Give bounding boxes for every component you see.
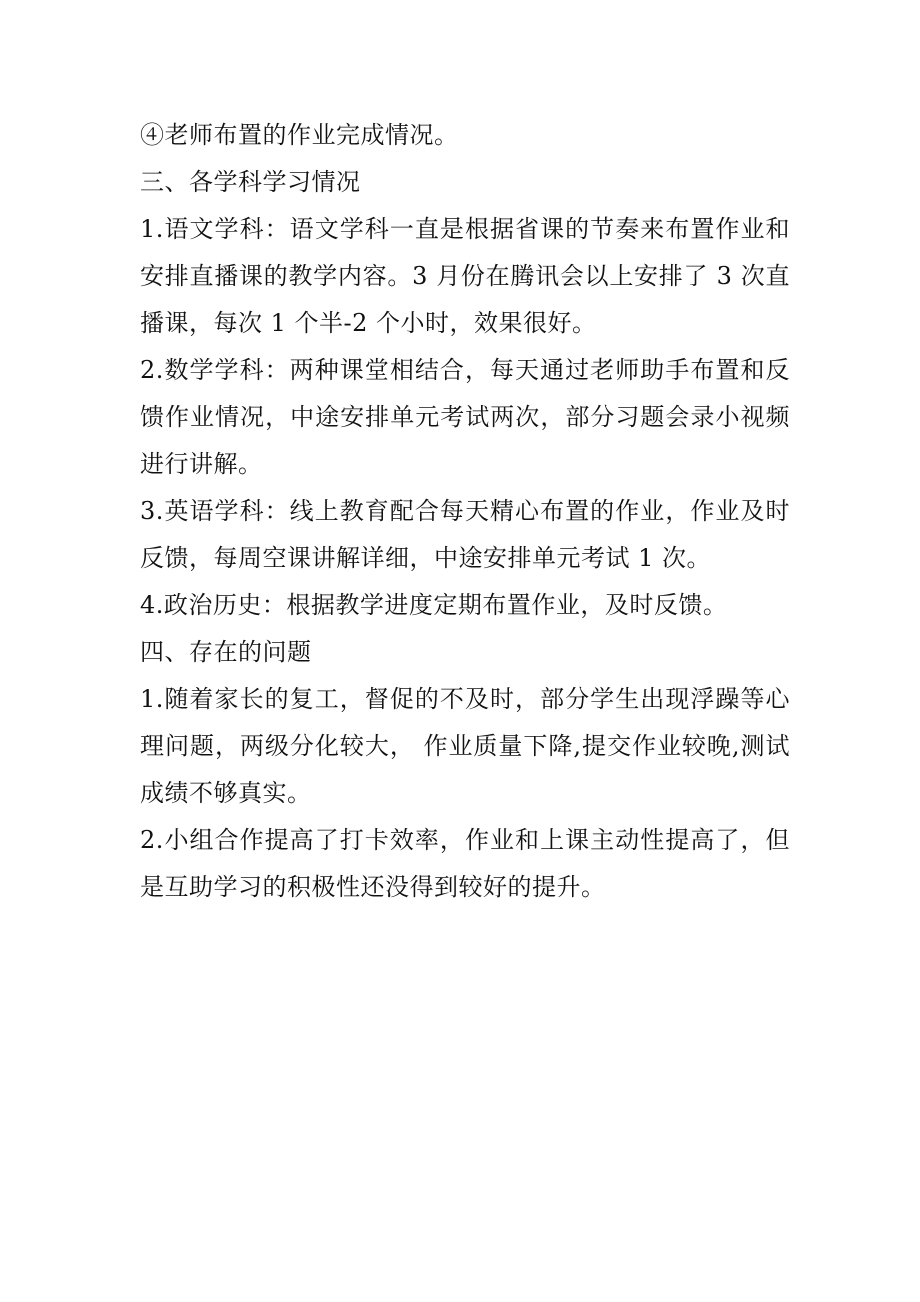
paragraph-problem-2: 2.小组合作提高了打卡效率，作业和上课主动性提高了，但是互助学习的积极性还没得到较好的提升。 — [140, 826, 790, 901]
paragraph-chinese: 1.语文学科：语文学科一直是根据省课的节奏来布置作业和安排直播课的教学内容。3 月份在腾讯会以上安排了 3 次直播课，每次 1 个半-2 个小时，效果很好。 — [140, 215, 790, 337]
paragraph-problem-1: 1.随着家长的复工，督促的不及时，部分学生出现浮躁等心理问题，两级分化较大， 作业质量下降,提交作业较晚,测试成绩不够真实。 — [140, 685, 790, 807]
section-heading-subjects: 三、各学科学习情况 — [140, 168, 361, 196]
document-body — [140, 112, 790, 911]
paragraph-english: 3.英语学科：线上教育配合每天精心布置的作业，作业及时反馈，每周空课讲解详细，中途安排单元考试 1 次。 — [140, 497, 790, 572]
section-heading-problems: 四、存在的问题 — [140, 638, 312, 666]
paragraph-math: 2.数学学科：两种课堂相结合，每天通过老师助手布置和反馈作业情况，中途安排单元考试两次，部分习题会录小视频进行讲解。 — [140, 356, 790, 478]
paragraph-politics-history: 4.政治历史：根据教学进度定期布置作业，及时反馈。 — [140, 591, 728, 619]
list-item-homework-completion: ④老师布置的作业完成情况。 — [140, 121, 459, 149]
